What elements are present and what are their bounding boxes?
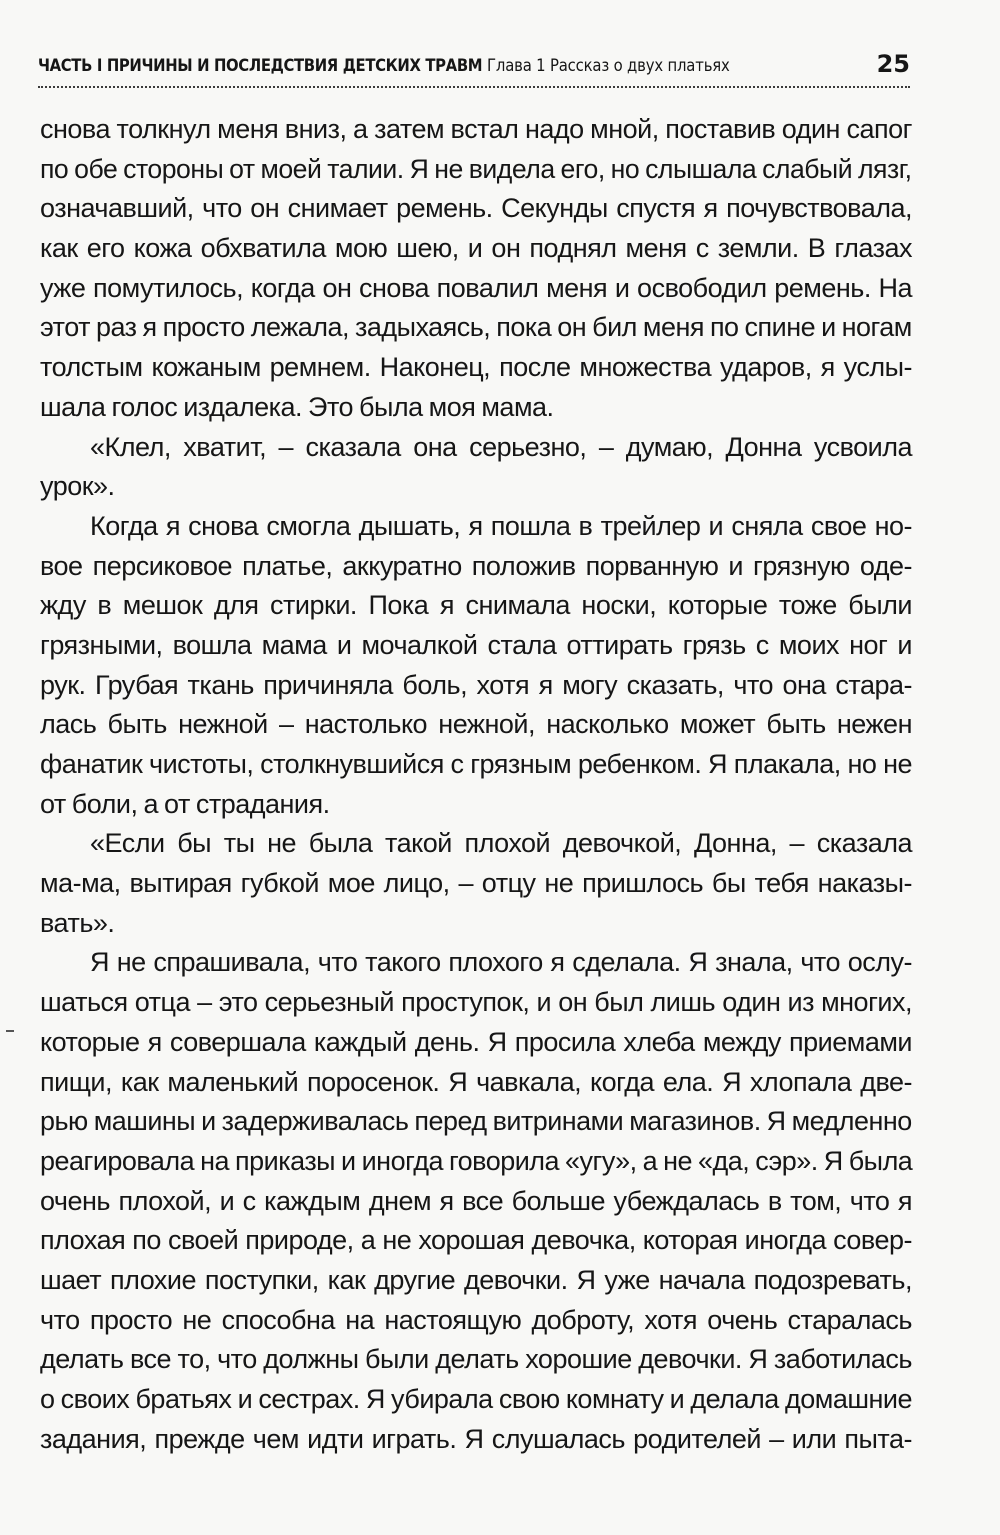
text-line: делать все то, что должны были делать хорошие девочки. Я заботилась [40, 1344, 912, 1375]
text-line: урок». [40, 471, 115, 502]
text-line: вать». [40, 907, 115, 938]
header-chapter-title: Глава 1 Рассказ о двух платьях [487, 56, 730, 75]
text-line: означавший, что он снимает ремень. Секунды спустя я почувствовала, [40, 193, 912, 224]
text-line: вое персиковое платье, аккуратно положив порванную и грязную оде- [40, 550, 912, 581]
text-line: толстым кожаным ремнем. Наконец, после множества ударов, я услы- [40, 352, 912, 383]
text-line: задания, прежде чем идти играть. Я слушалась родителей – или пыта- [40, 1423, 912, 1454]
text-line: о своих братьях и сестрах. Я убирала свою комнату и делала домашние [40, 1384, 912, 1414]
text-line: как его кожа обхватила мою шею, и он поднял меня с земли. В глазах [40, 233, 912, 264]
running-header-title [38, 56, 730, 75]
text-line: плохая по своей природе, а не хорошая девочка, которая иногда совер- [40, 1225, 912, 1256]
text-line: лась быть нежной – настолько нежной, насколько может быть нежен [40, 709, 912, 740]
text-line: шает плохие поступки, как другие девочки. Я уже начала подозревать, [40, 1264, 912, 1295]
text-line: по обе стороны от моей талии. Я не видела его, но слышала слабый лязг, [40, 153, 912, 184]
text-line: реагировала на приказы и иногда говорила «угу», а не «да, сэр». Я была [40, 1145, 913, 1176]
text-line: фанатик чистоты, столкнувшийся с грязным ребенком. Я плакала, но не [40, 749, 912, 779]
text-line: пищи, как маленький поросенок. Я чавкала, когда ела. Я хлопала две- [40, 1066, 912, 1097]
text-line: ма-ма, вытирая губкой мое лицо, – отцу не пришлось бы тебя наказы- [40, 868, 912, 899]
text-line: этот раз я просто лежала, задыхаясь, пока он бил меня по спине и ногам [40, 312, 912, 343]
page-number: 25 [876, 50, 910, 78]
header-part-title: ЧАСТЬ I ПРИЧИНЫ И ПОСЛЕДСТВИЯ ДЕТСКИХ ТРАВМ [38, 56, 483, 75]
text-line: грязными, вошла мама и мочалкой стала оттирать грязь с моих ног и [40, 629, 912, 660]
running-header [38, 50, 910, 88]
text-line: шаться отца – это серьезный проступок, и он был лишь один из многих, [40, 987, 912, 1018]
text-line: что просто не способна на настоящую доброту, хотя очень старалась [40, 1304, 912, 1335]
text-line: «Клел, хватит, – сказала она серьезно, – думаю, Донна усвоила [90, 431, 912, 462]
text-line: уже помутилось, когда он снова повалил меня и освободил ремень. На [40, 272, 912, 303]
text-line: жду в мешок для стирки. Пока я снимала носки, которые тоже были [40, 590, 912, 621]
text-line: шала голос издалека. Это была моя мама. [40, 391, 554, 422]
text-line: рью машины и задерживалась перед витринами магазинов. Я медленно [40, 1106, 912, 1137]
text-line: «Если бы ты не была такой плохой девочкой, Донна, – сказала [90, 828, 912, 859]
body-text [40, 110, 912, 1459]
text-line: рук. Грубая ткань причиняла боль, хотя я могу сказать, что она стара- [40, 669, 912, 700]
text-line: которые я совершала каждый день. Я просила хлеба между приемами [40, 1026, 912, 1057]
text-line: очень плохой, и с каждым днем я все больше убеждалась в том, что я [40, 1185, 912, 1216]
text-line: снова толкнул меня вниз, а затем встал надо мной, поставив один сапог [40, 114, 912, 144]
text-line: от боли, а от страдания. [40, 788, 330, 819]
text-line: Когда я снова смогла дышать, я пошла в трейлер и сняла свое но- [90, 510, 912, 541]
margin-mark [6, 1030, 14, 1032]
text-line: Я не спрашивала, что такого плохого я сделала. Я знала, что ослу- [90, 947, 912, 978]
